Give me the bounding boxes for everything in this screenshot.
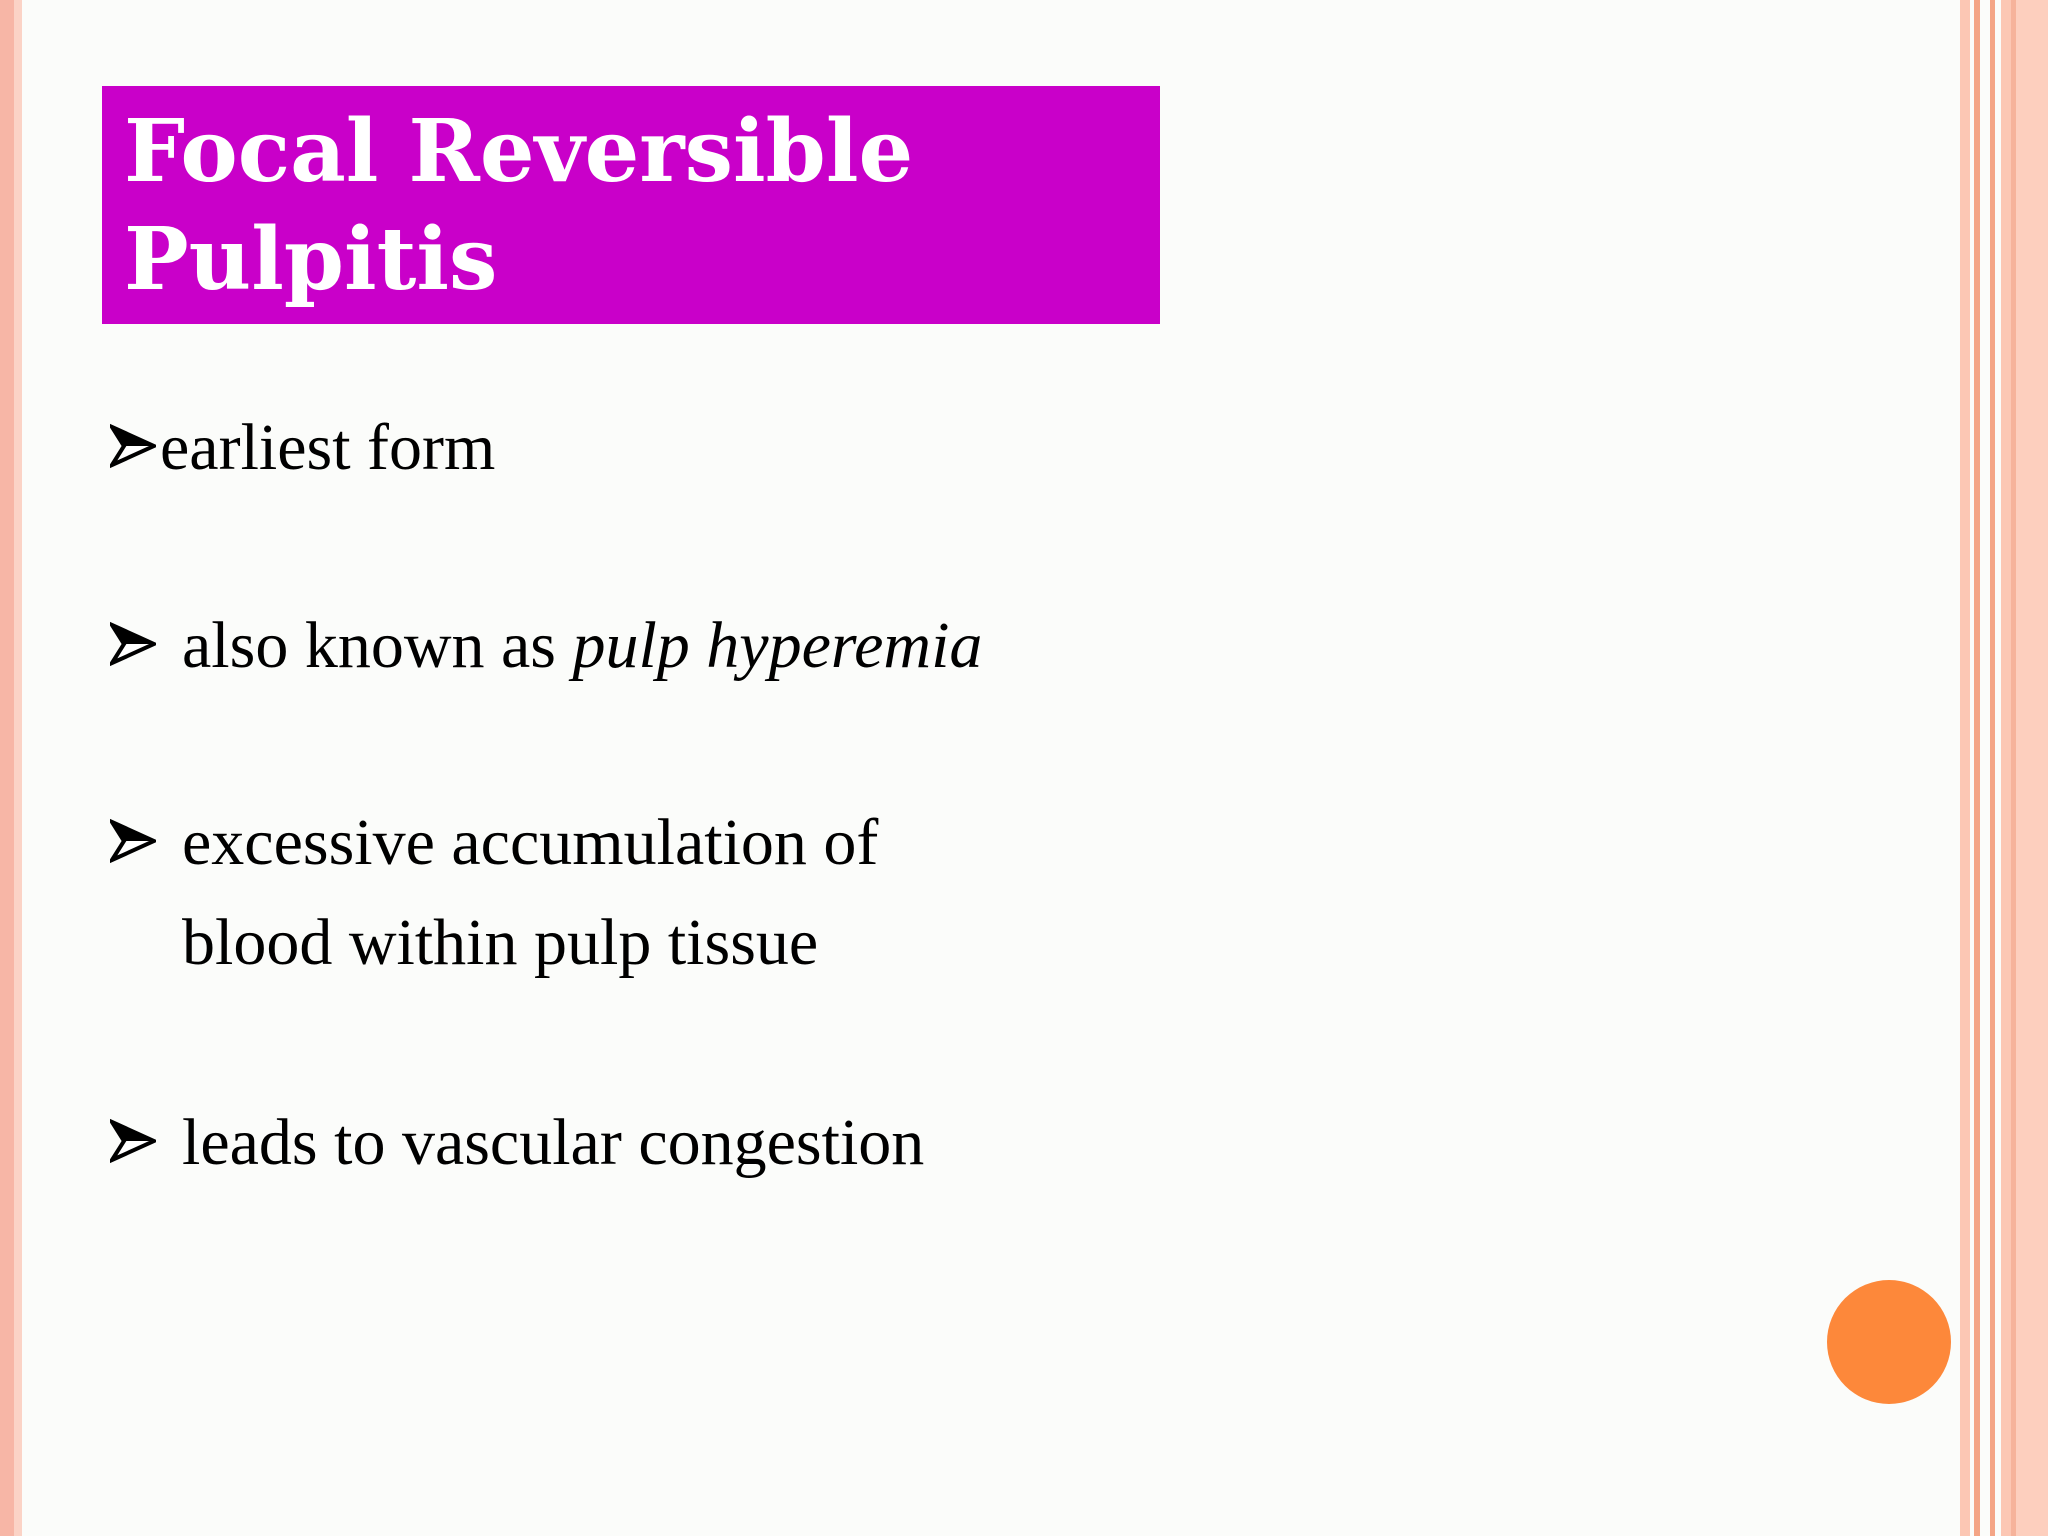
bullet-text: earliest form (160, 411, 496, 484)
arrowhead-bullet-icon (110, 818, 162, 864)
bullet-text: leads to vascular congestion (182, 1106, 925, 1179)
right-border-stripe (1980, 0, 1990, 1536)
bullet-item (110, 596, 982, 696)
slide-title: Focal Reversible Pulpitis (124, 101, 914, 310)
bullet-text: excessive accumulation of (182, 806, 879, 879)
orange-circle-decoration (1827, 1280, 1951, 1404)
bullet-text-continuation: blood within pulp tissue (182, 906, 819, 979)
bullet-text-italic: pulp hyperemia (572, 609, 983, 682)
arrowhead-bullet-icon (110, 1118, 162, 1164)
bullet-text: also known as (182, 609, 573, 682)
bullet-item (110, 793, 878, 893)
arrowhead-bullet-icon (110, 423, 160, 469)
arrowhead-bullet-icon (110, 621, 162, 667)
right-border-stripe (2016, 0, 2048, 1536)
left-border-strip (0, 0, 22, 1536)
right-border-stripe (2001, 0, 2011, 1536)
bullet-item (110, 398, 495, 498)
bullet-item (110, 1093, 924, 1193)
right-border-stripe (1960, 0, 1970, 1536)
